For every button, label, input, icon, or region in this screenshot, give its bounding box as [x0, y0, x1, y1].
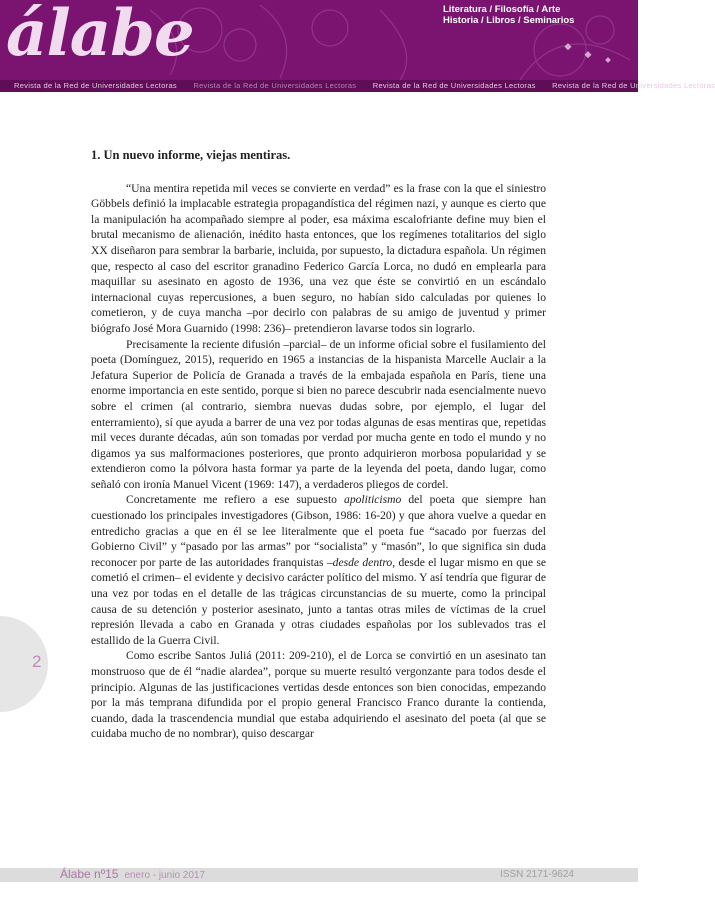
p3-text-c: , desde el lugar mismo en que se cometió el crimen– el evidente y decisivo carácter político del mismo. Y así tendría que figurar de una vez por todas en el detalle de las trágicas circunstancias de su muerte, como la principal causa de su detención y posterior asesinato, junto a tantas otras miles de víctimas de la cruel represión llevada a cabo en Granada y otras ciudades españolas por los sublevados tras el estallido de la Guerra Civil. — [91, 555, 546, 647]
categories-line-1: Literatura / Filosofía / Arte — [443, 4, 561, 15]
p3-text-b: del poeta que siempre han cuestionado los principales investigadores (Gibson, 1986: 16-20) y que ahora vuelve a quedar en entredicho gracias a que en él se lee literalmente que el poeta fue “sacado por fuerzas del Gobierno Civil” y “pasado por las armas” por “socialista” y “masón”, lo que significa sin duda reconocer por parte de las autoridades franquistas – — [91, 493, 546, 569]
journal-subtitle-strip — [0, 80, 715, 92]
section-heading: 1. Un nuevo informe, viejas mentiras. — [91, 148, 291, 162]
categories-line-2: Historia / Libros / Seminarios — [443, 15, 575, 26]
footer-journal — [60, 867, 205, 881]
journal-header — [0, 0, 715, 92]
subtitle-text-3: Revista de la Red de Universidades Lectoras — [372, 81, 536, 90]
journal-logo: álabe — [6, 0, 194, 71]
categories — [443, 4, 633, 26]
page-number: 2 — [32, 652, 42, 671]
paragraph-3 — [91, 492, 546, 648]
journal-issue: Álabe nº15 — [60, 867, 119, 881]
paragraph-1: “Una mentira repetida mil veces se convierte en verdad” es la frase con la que el siniestro Göbbels definió la implacable estrategia propagandística del régimen nazi, y aunque es cierto que la manipulación ha acompañado siempre al poder, esa máxima escalofriante define muy bien el brutal mecanismo de alienación, inédito hasta entonces, que los regímenes totalitarios del siglo XX diseñaron para sembrar la barbarie, incluida, por supuesto, la dictadura española. Un régimen que, respecto al caso del escritor granadino Federico García Lorca, no dudó en emplearla para maquillar su asesinato en agosto de 1936, una vez que éste se convirtió en un escándalo internacional cuyas repercusiones, a buen seguro, no habían sido calculadas por quienes lo cometieron, y de cuya mancha –por decirlo con palabras de su amigo de juventud y primer biógrafo José Mora Guarnido (1998: 236)– pretendieron lavarse todos sin lograrlo. — [91, 181, 546, 335]
article-body — [91, 148, 546, 742]
p3-text-a: Concretamente me refiero a ese supuesto — [126, 493, 345, 507]
paragraph-2: Precisamente la reciente difusión –parcial– de un informe oficial sobre el fusilamiento del poeta (Domínguez, 2015), requerido en 1965 a instancias de la hispanista Marcelle Auclair a la Jefatura Superior de Policía de Granada a través de la embajada española en París, tiene una enorme importancia en este sentido, porque si bien no parece descubrir nada esencialmente nuevo sobre el crimen (al contrario, siembra nuevas dudas sobre, por ejemplo, el lugar del enterramiento), sí que ayuda a barrer de una vez por todas algunas de esas mentiras que, repetidas mil veces durante décadas, aún son tomadas por verdad por mucha gente en todo el mundo y no digamos ya sus malformaciones posteriores, que pronto adquirieron morbosa popularidad y se extendieron como la pólvora hasta formar ya parte de la leyenda del poeta, dando lugar, como señaló con ironía Manuel Vicent (1969: 147), a verdaderos pliegos de cordel. — [91, 337, 546, 491]
subtitle-text-faint: Revista de la Red de Universidades Lectoras — [193, 81, 357, 90]
subtitle-text-4: Revista de la Red de Universidades Lectoras — [552, 81, 715, 90]
issue-date: enero - junio 2017 — [124, 870, 206, 881]
issn: ISSN 2171-9624 — [500, 869, 574, 880]
subtitle-text: Revista de la Red de Universidades Lectoras — [14, 81, 177, 90]
paragraph-4: Como escribe Santos Juliá (2011: 209-210), el de Lorca se convirtió en un asesinato tan monstruoso que de él “nadie alardea”, porque su muerte resultó vergonzante para todos desde el principio. Algunas de las justificaciones vertidas desde entonces son bien conocidas, empezando por la más temprana difundida por el propio general Francisco Franco durante la contienda, cuando, dada la trascendencia mundial que estaba adquiriendo el asesinato del poeta (al que se cuidaba mucho de no nombrar), quiso descargar — [91, 649, 546, 741]
p3-emphasis-1: apoliticismo — [344, 493, 402, 507]
p3-emphasis-2: desde dentro — [332, 555, 393, 569]
